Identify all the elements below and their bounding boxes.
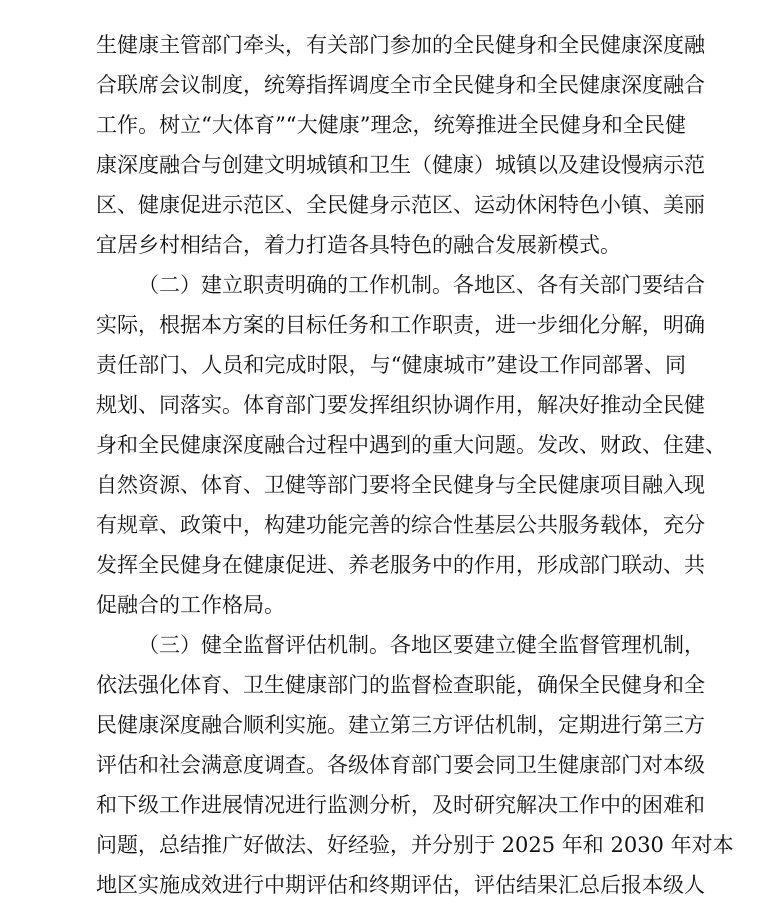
section-heading-2-line: （二）建立职责明确的工作机制。各地区、各有关部门要结合 xyxy=(138,273,705,297)
text-line-19: 评估和社会满意度调查。各级体育部门要会同卫生健康部门对本级 xyxy=(96,753,705,777)
text-line-2: 合联席会议制度，统筹指挥调度全市全民健身和全民健康深度融合 xyxy=(96,73,705,97)
section-heading-3-line: （三）健全监督评估机制。各地区要建立健全监督管理机制， xyxy=(138,633,705,657)
text-line-21: 问题，总结推广好做法、好经验，并分别于 2025 年和 2030 年对本 xyxy=(96,833,734,857)
text-line-4: 康深度融合与创建文明城镇和卫生（健康）城镇以及建设慢病示范 xyxy=(96,153,705,177)
text-line-1: 生健康主管部门牵头，有关部门参加的全民健身和全民健康深度融 xyxy=(96,33,705,57)
text-line-15: 促融合的工作格局。 xyxy=(96,593,285,617)
text-line-20: 和下级工作进展情况进行监测分析，及时研究解决工作中的困难和 xyxy=(96,793,705,817)
text-line-22: 地区实施成效进行中期评估和终期评估，评估结果汇总后报本级人 xyxy=(96,873,705,897)
text-line-17: 依法强化体育、卫生健康部门的监督检查职能，确保全民健身和全 xyxy=(96,673,705,697)
text-line-18: 民健康深度融合顺利实施。建立第三方评估机制，定期进行第三方 xyxy=(96,713,705,737)
text-line-10: 规划、同落实。体育部门要发挥组织协调作用，解决好推动全民健 xyxy=(96,393,705,417)
text-line-11: 身和全民健康深度融合过程中遇到的重大问题。发改、财政、住建、 xyxy=(96,433,726,457)
text-line-6: 宜居乡村相结合，着力打造各具特色的融合发展新模式。 xyxy=(96,233,621,257)
text-line-9: 责任部门、人员和完成时限，与“健康城市”建设工作同部署、同 xyxy=(96,353,686,377)
text-line-5: 区、健康促进示范区、全民健身示范区、运动休闲特色小镇、美丽 xyxy=(96,193,705,217)
text-line-13: 有规章、政策中，构建功能完善的综合性基层公共服务载体，充分 xyxy=(96,513,705,537)
text-line-12: 自然资源、体育、卫健等部门要将全民健身与全民健康项目融入现 xyxy=(96,473,705,497)
text-line-3: 工作。树立“大体育”“大健康”理念，统筹推进全民健身和全民健 xyxy=(96,113,686,137)
text-line-8: 实际，根据本方案的目标任务和工作职责，进一步细化分解，明确 xyxy=(96,313,705,337)
text-line-14: 发挥全民健身在健康促进、养老服务中的作用，形成部门联动、共 xyxy=(96,553,705,577)
